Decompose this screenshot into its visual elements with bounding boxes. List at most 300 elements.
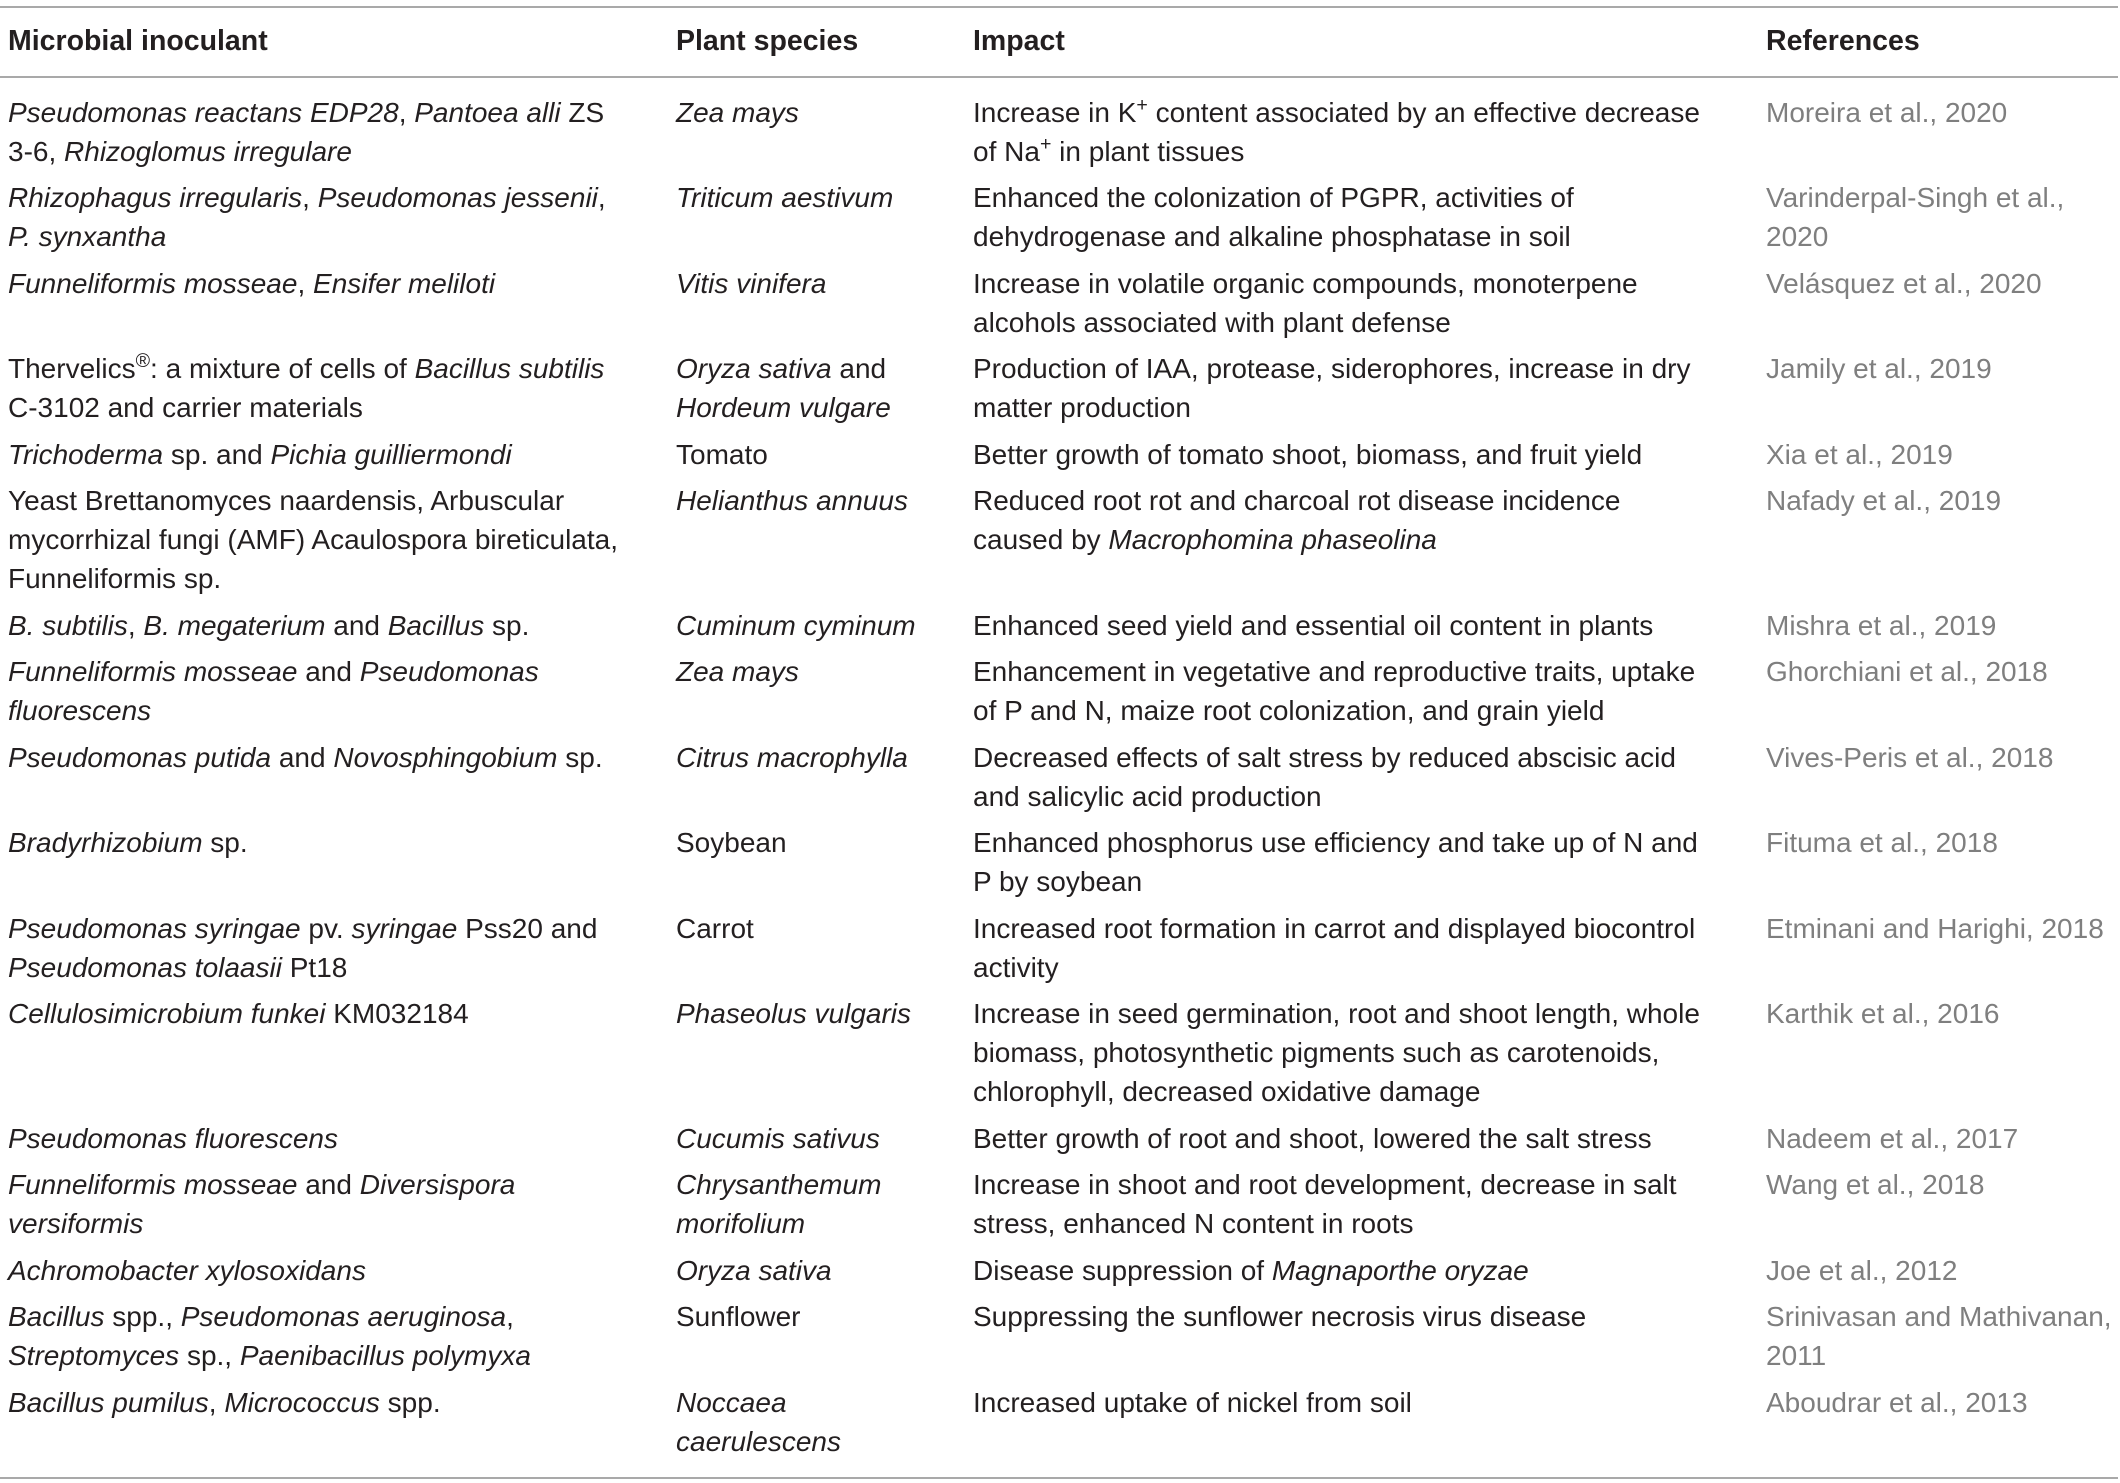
cell-line [973,948,1766,987]
cell-line [973,823,1766,862]
text-run: in plant tissues [1051,135,1245,167]
cell-impact [973,260,1766,346]
italic-text-run: Noccaea [676,1386,787,1418]
cell-microbial-inoculant [0,478,676,603]
reference-citation: Mishra et al., 2019 [1766,609,1997,641]
italic-text-run: Oryza sativa [676,1254,832,1286]
cell-line [1766,1165,2118,1204]
cell-impact [973,1247,1766,1294]
text-run: and salicylic acid production [973,780,1322,812]
cell-line [973,1251,1766,1290]
cell-line [8,1165,676,1204]
text-run: Thervelics [8,353,136,385]
cell-line [676,264,973,303]
cell-microbial-inoculant [0,1294,676,1380]
italic-text-run: Diversispora [359,1169,516,1201]
italic-text-run: Pseudomonas syringae [8,912,301,944]
text-run: of P and N, maize root colonization, and grain yield [973,695,1605,727]
cell-plant-species [676,905,973,991]
cell-line [1766,264,2118,303]
italic-text-run: Pantoea alli [414,96,561,128]
reference-citation: Srinivasan and Mathivanan, [1766,1301,2112,1333]
cell-line [1766,217,2118,256]
cell-line [8,823,676,862]
cell-line [676,909,973,948]
text-run: KM032184 [325,998,469,1030]
text-run: , [208,1386,225,1418]
italic-text-run: Trichoderma [8,438,164,470]
cell-impact [973,1379,1766,1465]
text-run: : a mixture of cells of [150,353,415,385]
table-row [0,431,2118,478]
cell-line [973,93,1766,132]
cell-line [8,481,676,520]
cell-line [8,388,676,427]
reference-citation: Vives-Peris et al., 2018 [1766,741,2054,773]
table-row [0,602,2118,649]
text-run: stress, enhanced N content in roots [973,1208,1414,1240]
text-run: biomass, photosynthetic pigments such as carotenoids, [973,1037,1660,1069]
table-row [0,991,2118,1116]
cell-reference [1766,89,2118,175]
cell-line [8,994,676,1033]
cell-impact [973,734,1766,820]
cell-reference [1766,649,2118,735]
cell-line [1766,93,2118,132]
text-run: Soybean [676,827,787,859]
cell-plant-species [676,260,973,346]
italic-text-run: Achromobacter xylosoxidans [8,1254,366,1286]
italic-text-run: caerulescens [676,1425,841,1457]
text-run: sp. [202,827,248,859]
text-run: caused by [973,524,1109,556]
text-run: sp. and [163,438,271,470]
cell-reference [1766,1247,2118,1294]
text-run: dehydrogenase and alkaline phosphatase in soil [973,221,1571,253]
cell-reference [1766,820,2118,906]
text-run: Increase in K [973,96,1137,128]
cell-plant-species [676,1162,973,1248]
cell-line [676,652,973,691]
text-run: spp. [379,1386,441,1418]
superscript: ® [135,350,151,373]
text-run: , [398,96,415,128]
italic-text-run: Macrophomina phaseolina [1108,524,1437,556]
table-row [0,89,2118,175]
cell-microbial-inoculant [0,602,676,649]
column-header-references: References [1766,24,1920,57]
cell-microbial-inoculant [0,1379,676,1465]
text-run: Increase in seed germination, root and shoot length, whole [973,998,1700,1030]
italic-text-run: Pseudomonas jessenii [317,182,598,214]
italic-text-run: fluorescens [8,695,152,727]
cell-line [676,178,973,217]
italic-text-run: Vitis vinifera [676,267,827,299]
reference-citation: Jamily et al., 2019 [1766,353,1992,385]
cell-plant-species [676,734,973,820]
cell-line [973,1072,1766,1111]
text-run: matter production [973,392,1191,424]
table-row [0,1162,2118,1248]
italic-text-run: Rhizoglomus irregulare [64,135,352,167]
cell-line [973,1033,1766,1072]
cell-line [8,948,676,987]
cell-line [973,388,1766,427]
text-run: Enhanced seed yield and essential oil content in plants [973,609,1654,641]
italic-text-run: morifolium [676,1208,806,1240]
cell-line [8,435,676,474]
cell-impact [973,478,1766,603]
reference-citation: Varinderpal-Singh et al., [1766,182,2065,214]
italic-text-run: Funneliformis mosseae [8,656,298,688]
cell-plant-species [676,431,973,478]
text-run: , [302,182,318,214]
text-run: Enhanced the colonization of PGPR, activities of [973,182,1574,214]
italic-text-run: Pseudomonas fluorescens [8,1122,338,1154]
cell-line [1766,481,2118,520]
text-run: , [297,267,314,299]
italic-text-run: Novosphingobium [333,741,558,773]
italic-text-run: Paenibacillus polymyxa [239,1340,531,1372]
text-run: and [297,1169,360,1201]
cell-line [676,823,973,862]
cell-line [973,777,1766,816]
text-run: alcohols associated with plant defense [973,306,1451,338]
reference-citation: Wang et al., 2018 [1766,1169,1985,1201]
reference-citation: Etminani and Harighi, 2018 [1766,912,2104,944]
cell-line [973,435,1766,474]
cell-line [1766,606,2118,645]
cell-microbial-inoculant [0,905,676,991]
cell-reference [1766,346,2118,432]
cell-line [8,652,676,691]
table-row [0,820,2118,906]
italic-text-run: Oryza sativa [676,353,832,385]
cell-microbial-inoculant [0,734,676,820]
cell-line [676,435,973,474]
cell-reference [1766,1162,2118,1248]
table-row [0,1379,2118,1465]
cell-line [973,217,1766,256]
text-run: Pt18 [281,951,348,983]
italic-text-run: Micrococcus [224,1386,380,1418]
table-row [0,1247,2118,1294]
cell-line [676,738,973,777]
reference-citation: Moreira et al., 2020 [1766,96,2008,128]
italic-text-run: Triticum aestivum [676,182,894,214]
cell-reference [1766,602,2118,649]
text-run: P by soybean [973,866,1143,898]
italic-text-run: Hordeum vulgare [676,392,891,424]
cell-microbial-inoculant [0,649,676,735]
cell-line [1766,1336,2118,1375]
cell-plant-species [676,346,973,432]
text-run: Funneliformis sp. [8,563,222,595]
cell-line [1766,652,2118,691]
column-header-plant-species: Plant species [676,24,859,57]
text-run: Carrot [676,912,754,944]
cell-line [1766,1297,2118,1336]
cell-line [973,1165,1766,1204]
italic-text-run: versiformis [8,1208,144,1240]
cell-line [973,1204,1766,1243]
cell-line [973,132,1766,171]
cell-line [8,264,676,303]
cell-line [676,1165,973,1204]
reference-citation: Joe et al., 2012 [1766,1254,1958,1286]
table-header [0,6,2118,78]
cell-reference [1766,175,2118,261]
text-run: Better growth of tomato shoot, biomass, and fruit yield [973,438,1643,470]
italic-text-run: Pseudomonas aeruginosa [180,1301,507,1333]
cell-microbial-inoculant [0,1247,676,1294]
text-run: Increased uptake of nickel from soil [973,1386,1412,1418]
text-run: sp. [484,609,530,641]
cell-impact [973,175,1766,261]
cell-microbial-inoculant [0,991,676,1116]
text-run: Increase in shoot and root development, decrease in salt [973,1169,1677,1201]
cell-impact [973,1294,1766,1380]
cell-line [8,93,676,132]
cell-line [8,1251,676,1290]
cell-impact [973,991,1766,1116]
italic-text-run: Bacillus [387,609,485,641]
cell-line [676,1422,973,1461]
table-row [0,346,2118,432]
text-run: spp., [104,1301,181,1333]
text-run: Enhancement in vegetative and reproductive traits, uptake [973,656,1696,688]
cell-reference [1766,1294,2118,1380]
cell-line [1766,178,2118,217]
cell-microbial-inoculant [0,260,676,346]
italic-text-run: Helianthus annuus [676,485,908,517]
text-run: sp., [179,1340,240,1372]
text-run: Reduced root rot and charcoal rot disease incidence [973,485,1621,517]
italic-text-run: Zea mays [676,656,799,688]
cell-impact [973,346,1766,432]
cell-line [1766,823,2118,862]
cell-line [973,349,1766,388]
cell-line [973,862,1766,901]
cell-impact [973,905,1766,991]
cell-plant-species [676,1379,973,1465]
italic-text-run: Citrus macrophylla [676,741,908,773]
cell-reference [1766,431,2118,478]
italic-text-run: Bradyrhizobium [8,827,203,859]
italic-text-run: B. megaterium [143,609,326,641]
cell-impact [973,1162,1766,1248]
cell-plant-species [676,991,973,1116]
text-run: , [127,609,144,641]
italic-text-run: Bacillus subtilis [414,353,605,385]
cell-line [676,1119,973,1158]
cell-line [676,388,973,427]
cell-line [8,178,676,217]
cell-impact [973,431,1766,478]
cell-line [1766,909,2118,948]
text-run: ZS [560,96,605,128]
table-row [0,478,2118,603]
text-run: Yeast Brettanomyces naardensis, Arbuscular [8,485,565,517]
italic-text-run: Chrysanthemum [676,1169,882,1201]
cell-reference [1766,734,2118,820]
text-run: Decreased effects of salt stress by reduced abscisic acid [973,741,1676,773]
reference-citation: 2020 [1766,221,1829,253]
cell-line [676,1251,973,1290]
italic-text-run: Pseudomonas reactans EDP28 [8,96,399,128]
cell-line [8,909,676,948]
cell-microbial-inoculant [0,175,676,261]
cell-plant-species [676,1115,973,1162]
superscript: + [1039,132,1052,155]
cell-microbial-inoculant [0,1162,676,1248]
reference-citation: Ghorchiani et al., 2018 [1766,656,2048,688]
reference-citation: Nafady et al., 2019 [1766,485,2002,517]
text-run: Increased root formation in carrot and displayed biocontrol [973,912,1696,944]
text-run: and [297,656,360,688]
text-run: , [506,1301,514,1333]
text-run: mycorrhizal fungi (AMF) Acaulospora bireticulata, [8,524,619,556]
cell-line [8,606,676,645]
italic-text-run: P. synxantha [8,221,167,253]
table-row [0,905,2118,991]
column-header-microbial-inoculant: Microbial inoculant [8,24,268,57]
text-run: of Na [973,135,1040,167]
cell-line [676,1297,973,1336]
cell-line [676,994,973,1033]
italic-text-run: Bacillus pumilus [8,1386,209,1418]
italic-text-run: Cellulosimicrobium funkei [8,998,326,1030]
cell-line [676,93,973,132]
cell-plant-species [676,1247,973,1294]
italic-text-run: Pseudomonas [359,656,539,688]
cell-line [1766,738,2118,777]
table-body [0,78,2118,1479]
cell-line [973,691,1766,730]
table-row [0,175,2118,261]
cell-line [8,1383,676,1422]
italic-text-run: Pseudomonas tolaasii [8,951,282,983]
reference-citation: Velásquez et al., 2020 [1766,267,2042,299]
cell-reference [1766,1115,2118,1162]
italic-text-run: Pseudomonas putida [8,741,272,773]
cell-plant-species [676,89,973,175]
cell-line [8,520,676,559]
text-run: pv. [300,912,352,944]
text-run: and [831,353,887,385]
cell-plant-species [676,478,973,603]
italic-text-run: Phaseolus vulgaris [676,998,912,1030]
text-run: and [271,741,334,773]
cell-line [676,481,973,520]
cell-reference [1766,260,2118,346]
cell-reference [1766,1379,2118,1465]
cell-line [973,1297,1766,1336]
cell-reference [1766,905,2118,991]
cell-line [8,738,676,777]
reference-citation: Fituma et al., 2018 [1766,827,1998,859]
cell-impact [973,602,1766,649]
reference-citation: 2011 [1766,1340,1827,1372]
cell-plant-species [676,602,973,649]
italic-text-run: Ensifer meliloti [313,267,496,299]
text-run: Pss20 and [457,912,598,944]
cell-microbial-inoculant [0,1115,676,1162]
cell-line [973,1119,1766,1158]
cell-line [973,481,1766,520]
text-run: Tomato [676,438,768,470]
cell-reference [1766,991,2118,1116]
cell-microbial-inoculant [0,346,676,432]
text-run: and [325,609,388,641]
cell-impact [973,649,1766,735]
cell-impact [973,89,1766,175]
cell-line [973,909,1766,948]
cell-line [8,1336,676,1375]
cell-line [8,559,676,598]
cell-plant-species [676,175,973,261]
column-header-impact: Impact [973,24,1065,57]
table-row [0,1294,2118,1380]
cell-reference [1766,478,2118,603]
text-run: Disease suppression of [973,1254,1272,1286]
text-run: chlorophyll, decreased oxidative damage [973,1076,1481,1108]
cell-line [8,132,676,171]
cell-line [8,217,676,256]
cell-line [8,1119,676,1158]
italic-text-run: Cucumis sativus [676,1122,880,1154]
italic-text-run: Streptomyces [8,1340,180,1372]
reference-citation: Aboudrar et al., 2013 [1766,1386,2028,1418]
cell-line [1766,1119,2118,1158]
cell-plant-species [676,649,973,735]
text-run: content associated by an effective decrease [1147,96,1700,128]
cell-microbial-inoculant [0,820,676,906]
cell-plant-species [676,820,973,906]
cell-line [973,994,1766,1033]
cell-plant-species [676,1294,973,1380]
cell-line [8,349,676,388]
cell-line [973,738,1766,777]
italic-text-run: Pichia guilliermondi [270,438,512,470]
table-row [0,1115,2118,1162]
italic-text-run: Magnaporthe oryzae [1271,1254,1529,1286]
text-run: Better growth of root and shoot, lowered the salt stress [973,1122,1652,1154]
italic-text-run: Funneliformis mosseae [8,1169,298,1201]
cell-line [973,178,1766,217]
cell-line [8,1297,676,1336]
text-run: activity [973,951,1059,983]
reference-citation: Karthik et al., 2016 [1766,998,2000,1030]
text-run: 3-6, [8,135,65,167]
table-row [0,734,2118,820]
cell-line [973,303,1766,342]
table-row [0,260,2118,346]
italic-text-run: Bacillus [8,1301,105,1333]
cell-impact [973,1115,1766,1162]
italic-text-run: syringae [351,912,458,944]
cell-line [676,1204,973,1243]
text-run: Suppressing the sunflower necrosis virus disease [973,1301,1587,1333]
italic-text-run: Rhizophagus irregularis [8,182,303,214]
text-run: , [597,182,606,214]
cell-line [8,691,676,730]
cell-line [1766,435,2118,474]
cell-line [1766,349,2118,388]
cell-line [973,652,1766,691]
text-run: Increase in volatile organic compounds, monoterpene [973,267,1638,299]
data-table [0,6,2118,1479]
